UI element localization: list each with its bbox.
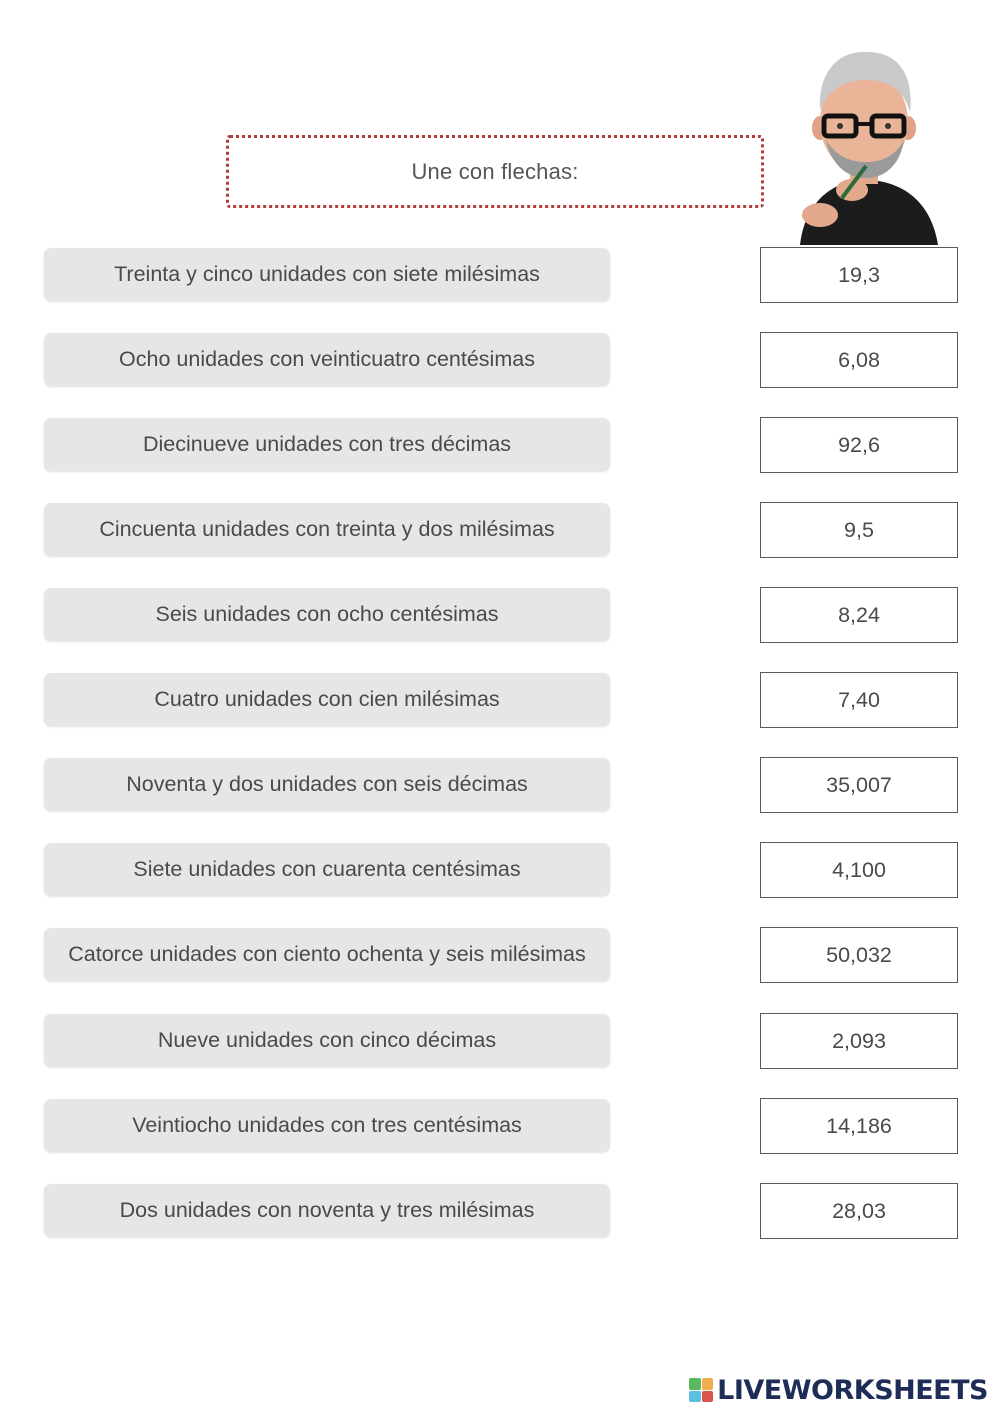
liveworksheets-logo-icon bbox=[689, 1378, 713, 1402]
number-box[interactable]: 50,032 bbox=[760, 927, 958, 983]
phrase-card[interactable]: Diecinueve unidades con tres décimas bbox=[44, 418, 610, 471]
instruction-box bbox=[226, 135, 764, 208]
number-box[interactable]: 2,093 bbox=[760, 1013, 958, 1069]
phrase-card[interactable]: Ocho unidades con veinticuatro centésimas bbox=[44, 333, 610, 386]
number-box[interactable]: 9,5 bbox=[760, 502, 958, 558]
number-box[interactable]: 4,100 bbox=[760, 842, 958, 898]
phrase-card[interactable]: Veintiocho unidades con tres centésimas bbox=[44, 1099, 610, 1152]
number-box[interactable]: 19,3 bbox=[760, 247, 958, 303]
phrase-card[interactable]: Noventa y dos unidades con seis décimas bbox=[44, 758, 610, 811]
instruction-text: Une con flechas: bbox=[411, 158, 579, 184]
phrase-card[interactable]: Nueve unidades con cinco décimas bbox=[44, 1014, 610, 1067]
number-box[interactable]: 92,6 bbox=[760, 417, 958, 473]
liveworksheets-brand bbox=[689, 1373, 988, 1407]
number-box[interactable]: 7,40 bbox=[760, 672, 958, 728]
phrase-card[interactable]: Siete unidades con cuarenta centésimas bbox=[44, 843, 610, 896]
teacher-avatar-icon bbox=[780, 40, 950, 245]
number-box[interactable]: 28,03 bbox=[760, 1183, 958, 1239]
number-box[interactable]: 35,007 bbox=[760, 757, 958, 813]
phrase-card[interactable]: Dos unidades con noventa y tres milésimas bbox=[44, 1184, 610, 1237]
phrase-card[interactable]: Catorce unidades con ciento ochenta y seis milésimas bbox=[44, 928, 610, 981]
phrase-card[interactable]: Treinta y cinco unidades con siete milésimas bbox=[44, 248, 610, 301]
number-box[interactable]: 6,08 bbox=[760, 332, 958, 388]
number-box[interactable]: 8,24 bbox=[760, 587, 958, 643]
number-box[interactable]: 14,186 bbox=[760, 1098, 958, 1154]
brand-name: LIVEWORKSHEETS bbox=[717, 1374, 988, 1406]
phrase-card[interactable]: Cincuenta unidades con treinta y dos milésimas bbox=[44, 503, 610, 556]
phrase-card[interactable]: Seis unidades con ocho centésimas bbox=[44, 588, 610, 641]
phrase-card[interactable]: Cuatro unidades con cien milésimas bbox=[44, 673, 610, 726]
